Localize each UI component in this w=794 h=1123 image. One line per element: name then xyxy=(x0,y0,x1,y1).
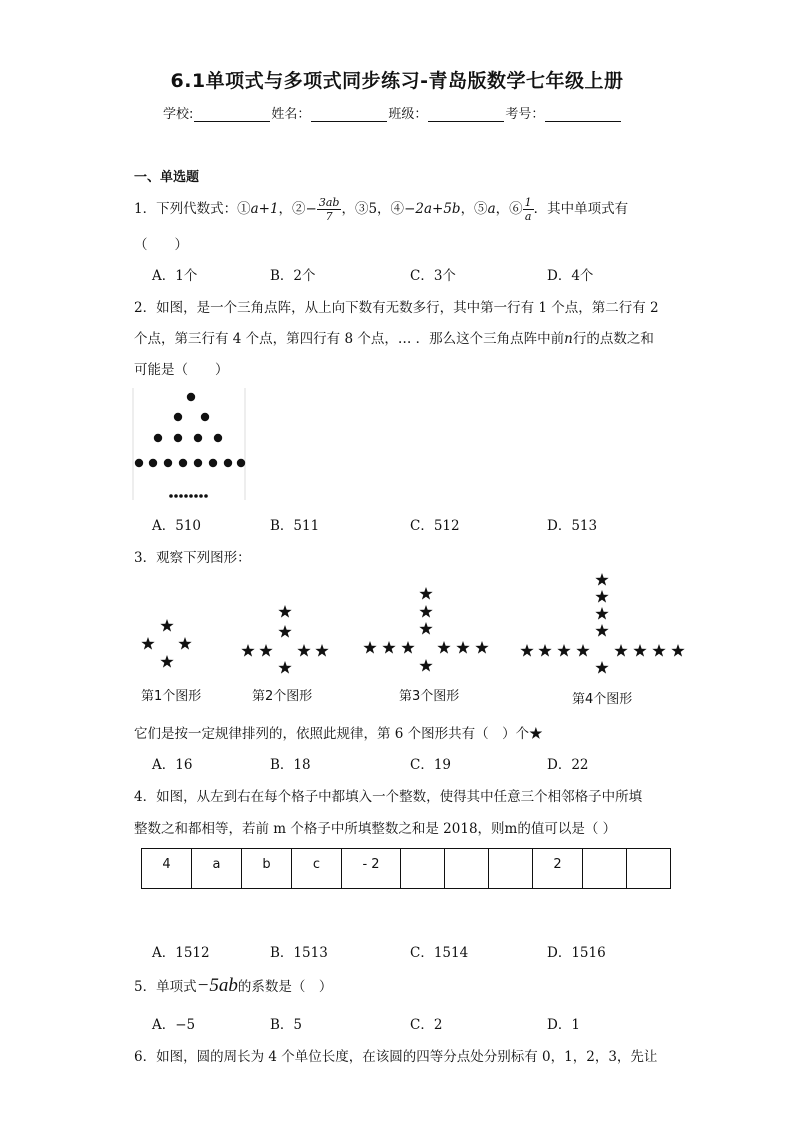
q3-option-a[interactable]: A．16 xyxy=(152,757,193,773)
q5-option-d[interactable]: D．1 xyxy=(547,1017,580,1033)
q2-line3: 可能是（ ） xyxy=(134,362,229,378)
q1-option-c[interactable]: C．3个 xyxy=(410,268,456,284)
q1-option-d[interactable]: D．4个 xyxy=(547,268,594,284)
q4-option-d[interactable]: D．1516 xyxy=(547,945,606,961)
q4-option-c[interactable]: C．1514 xyxy=(410,945,469,961)
q3-question: 它们是按一定规律排列的，依照此规律，第 6 个图形共有（ ）个★ xyxy=(134,726,543,742)
q4-option-a[interactable]: A．1512 xyxy=(152,945,210,961)
q6-line1: 6．如图，圆的周长为 4 个单位长度，在该圆的四等分点处分别标有 0，1，2，3，先让 xyxy=(134,1049,658,1065)
q5-monomial: −5ab xyxy=(196,975,238,996)
school-label: 学校: xyxy=(163,107,194,122)
q3-options xyxy=(152,753,672,771)
page-title: 6.1单项式与多项式同步练习-青岛版数学七年级上册 xyxy=(170,70,624,92)
grid-cell xyxy=(583,849,627,889)
triangle-dot-array-figure xyxy=(133,388,247,500)
school-blank[interactable] xyxy=(194,107,270,122)
figure-caption-3: 第3个图形 xyxy=(399,689,460,704)
q1-options xyxy=(152,264,672,282)
star-figure-2 xyxy=(241,605,328,674)
q3-option-b[interactable]: B．18 xyxy=(270,757,311,773)
grid-cell: 2 xyxy=(533,849,583,889)
q4-options xyxy=(152,941,672,959)
grid-cell: b xyxy=(242,849,292,889)
class-label: 班级： xyxy=(388,107,428,122)
star-figure-1 xyxy=(141,619,191,668)
star-pattern-figure xyxy=(130,570,690,680)
grid-cell xyxy=(401,849,445,889)
grid-cell xyxy=(445,849,489,889)
grid-cell: 4 xyxy=(142,849,192,889)
number-blank[interactable] xyxy=(545,107,621,122)
q5-option-c[interactable]: C．2 xyxy=(410,1017,443,1033)
q5-option-b[interactable]: B．5 xyxy=(270,1017,303,1033)
q1-option-b[interactable]: B．2个 xyxy=(270,268,316,284)
q4-line1: 4．如图，从左到右在每个格子中都填入一个整数，使得其中任意三个相邻格子中所填 xyxy=(134,789,643,805)
q2-option-c[interactable]: C．512 xyxy=(410,518,460,534)
q2-option-a[interactable]: A．510 xyxy=(152,518,202,534)
q3-line1: 3．观察下列图形： xyxy=(134,550,251,566)
name-label: 姓名： xyxy=(271,107,311,122)
grid-cell: c xyxy=(292,849,342,889)
q2-options xyxy=(152,514,672,532)
q1-paren: （ ） xyxy=(134,237,188,253)
number-grid xyxy=(141,848,671,889)
q5-options xyxy=(152,1013,672,1031)
grid-cell xyxy=(627,849,671,889)
q4-option-b[interactable]: B．1513 xyxy=(270,945,328,961)
student-info-line xyxy=(163,103,622,122)
q1-option-a[interactable]: A．1个 xyxy=(152,268,198,284)
q2-line1: 2．如图，是一个三角点阵，从上向下数有无数多行，其中第一行有 1 个点，第二行有 2 xyxy=(134,300,659,316)
q1-stem: 1．下列代数式：①a+1，②− $\frac{3ab}{7}$ ，③5，④−2a+5b，⑤a，⑥ $\frac{1}{a}$ ．其中单项式有 xyxy=(134,196,629,223)
grid-cell: - 2 xyxy=(342,849,401,889)
q5-stem: 5．单项式−5ab的系数是（ ） xyxy=(134,975,333,996)
q2-option-d[interactable]: D．513 xyxy=(547,518,598,534)
grid-cell: a xyxy=(192,849,242,889)
name-blank[interactable] xyxy=(311,107,387,122)
grid-cell xyxy=(489,849,533,889)
section-heading: 一、单选题 xyxy=(134,170,200,185)
figure-caption-1: 第1个图形 xyxy=(141,689,202,704)
figure-caption-4: 第4个图形 xyxy=(572,692,633,707)
q3-option-d[interactable]: D．22 xyxy=(547,757,589,773)
class-blank[interactable] xyxy=(428,107,504,122)
q2-line2: 个点，第三行有 4 个点，第四行有 8 个点，… ．那么这个三角点阵中前n行的点数之和 xyxy=(134,331,654,347)
number-label: 考号： xyxy=(505,107,545,122)
q4-line2: 整数之和都相等，若前 m 个格子中所填整数之和是 2018，则m的值可以是（ ） xyxy=(134,821,617,837)
star-figure-3 xyxy=(363,587,488,672)
star-figure-4 xyxy=(520,573,684,674)
q1-fraction: $\frac{3ab}{7}$ xyxy=(318,196,340,223)
figure-caption-2: 第2个图形 xyxy=(252,689,313,704)
q1-fraction-6: $\frac{1}{a}$ xyxy=(524,196,532,223)
q5-option-a[interactable]: A．−5 xyxy=(152,1017,196,1033)
q3-option-c[interactable]: C．19 xyxy=(410,757,452,773)
q2-option-b[interactable]: B．511 xyxy=(270,518,320,534)
